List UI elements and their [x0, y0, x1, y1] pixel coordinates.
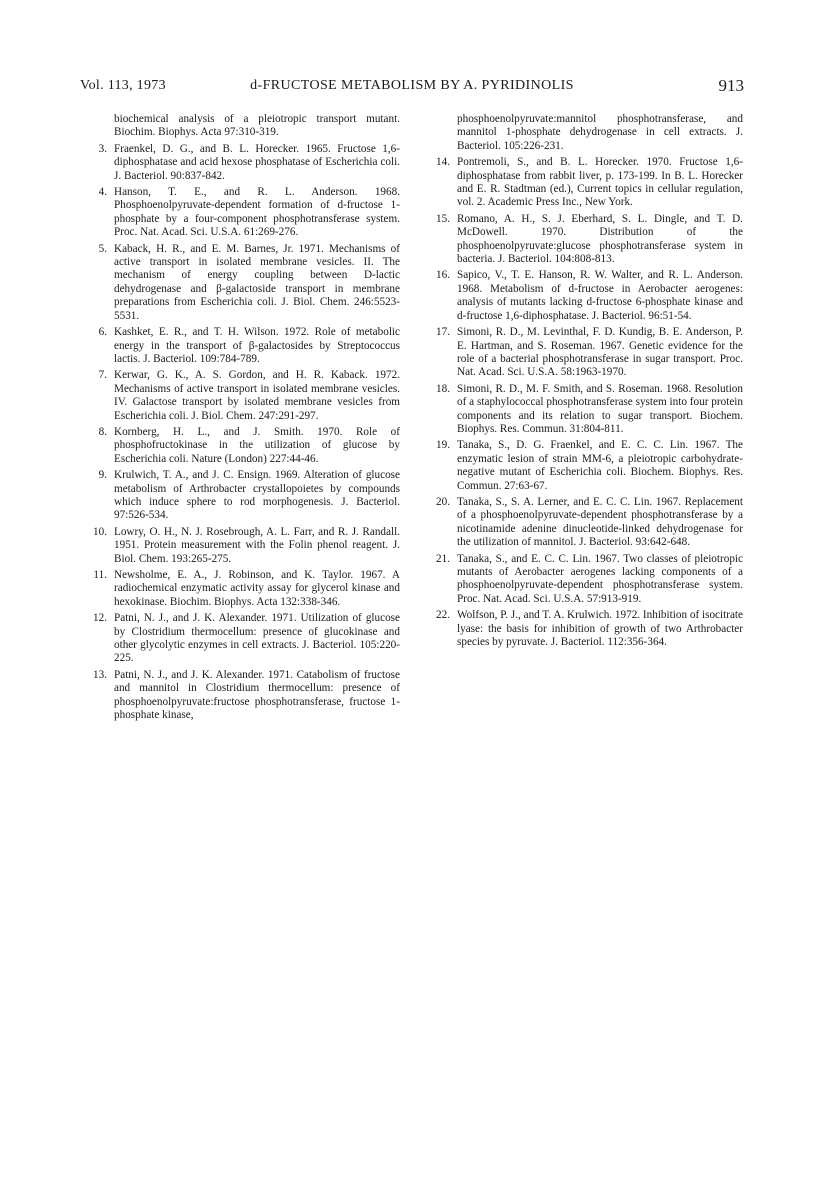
reference-entry — [80, 569, 400, 609]
reference-text: Hanson, T. E., and R. L. Anderson. 1968. Phosphoenolpyruvate-dependent formation of d-fructose 1-phosphate by a four-component phosphotransferase system. Proc. Nat. Acad. Sci. U.S.A. 61:269-276. — [114, 186, 400, 239]
reference-entry — [80, 426, 400, 466]
reference-text: Kashket, E. R., and T. H. Wilson. 1972. Role of metabolic energy in the transport of β-galactosides by Streptococcus lactis. J. Bacteriol. 109:784-789. — [114, 326, 400, 365]
reference-entry — [80, 612, 400, 666]
reference-text: Tanaka, S., and E. C. C. Lin. 1967. Two classes of pleiotropic mutants of Aerobacter aerogenes lacking components of a phosphoenolpyruvate-dependent phosphotransferase system. Proc. Nat. Acad. Sci. U.S.A. 57:913-919. — [457, 552, 743, 605]
reference-number: 15. — [436, 212, 450, 225]
reference-entry — [80, 669, 400, 723]
reference-text: Sapico, V., T. E. Hanson, R. W. Walter, and R. L. Anderson. 1968. Metabolism of d-fructose in Aerobacter aerogenes: analysis of mutants lacking d-fructose 6-phosphate kinase and d-fructose 1,6-diphosphatase. J. Bacteriol. 96:51-54. — [457, 269, 743, 322]
reference-text: Wolfson, P. J., and T. A. Krulwich. 1972. Inhibition of isocitrate lyase: the basis for inhibition of growth of two Arthrobacter species by pyruvate. J. Bacteriol. 112:356-364. — [457, 609, 743, 649]
reference-entry — [423, 383, 743, 437]
reference-entry — [423, 496, 743, 550]
reference-text: Newsholme, E. A., J. Robinson, and K. Taylor. 1967. A radiochemical enzymatic activity assay for glycerol kinase and hexokinase. Biochim. Biophys. Acta 132:338-346. — [114, 569, 400, 608]
reference-entry — [80, 526, 400, 566]
reference-text: Fraenkel, D. G., and B. L. Horecker. 1965. Fructose 1,6-diphosphatase and acid hexose phosphatase of Escherichia coli. J. Bacteriol. 90:837-842. — [114, 142, 400, 182]
reference-number: 3. — [98, 142, 107, 155]
volume-label: Vol. 113, 1973 — [80, 78, 166, 93]
reference-number: 7. — [98, 369, 107, 382]
reference-list-left — [80, 113, 400, 725]
reference-text: Pontremoli, S., and B. L. Horecker. 1970. Fructose 1,6-diphosphatase from rabbit liver, p. 173-199. In B. L. Horecker and E. R. Stadtman (ed.), Current topics in cellular regulation, vol. 2. Academic Press Inc., New York. — [457, 156, 743, 209]
reference-number: 17. — [436, 326, 450, 339]
reference-number: 18. — [436, 382, 450, 395]
reference-number: 19. — [436, 439, 450, 452]
reference-text: Krulwich, T. A., and J. C. Ensign. 1969. Alteration of glucose metabolism of Arthrobacter crystallopoietes by compounds which induce sphere to rod morphogenesis. J. Bacteriol. 97:526-534. — [114, 469, 400, 522]
running-header — [80, 78, 744, 98]
reference-number: 4. — [98, 186, 107, 199]
reference-entry — [423, 326, 743, 380]
reference-text: Tanaka, S., S. A. Lerner, and E. C. C. Lin. 1967. Replacement of a phosphoenolpyruvate-dependent phosphotransferase by a nicotinamide adenine dinucleotide-linked dehydrogenase for the utilization of mannitol. J. Bacteriol. 93:642-648. — [457, 495, 743, 549]
reference-text: Lowry, O. H., N. J. Rosebrough, A. L. Farr, and R. J. Randall. 1951. Protein measurement with the Folin phenol reagent. J. Biol. Chem. 193:265-275. — [114, 525, 400, 565]
reference-entry — [80, 369, 400, 423]
reference-number: 11. — [93, 569, 107, 581]
reference-entry — [423, 553, 743, 607]
reference-number: 6. — [98, 326, 107, 339]
reference-number: 10. — [93, 525, 107, 538]
reference-number: 8. — [98, 425, 107, 438]
reference-entry — [423, 156, 743, 210]
reference-entry — [80, 143, 400, 183]
reference-text: biochemical analysis of a pleiotropic transport mutant. Biochim. Biophys. Acta 97:310-319. — [114, 113, 400, 139]
reference-number: 22. — [436, 609, 450, 622]
reference-number: 5. — [98, 242, 107, 255]
reference-entry — [423, 439, 743, 493]
reference-number: 13. — [93, 668, 107, 681]
reference-text: Simoni, R. D., M. Levinthal, F. D. Kundig, B. E. Anderson, P. E. Hartman, and S. Roseman. 1967. Genetic evidence for the role of a bacterial phosphotransferase in sugar transport. Proc. Nat. Acad. Sci. U.S.A. 58:1963-1970. — [457, 326, 743, 379]
reference-number: 14. — [436, 156, 450, 169]
reference-text: Simoni, R. D., M. F. Smith, and S. Roseman. 1968. Resolution of a staphylococcal phosphotransferase system into four protein components and its relation to sugar transport. Biochem. Biophys. Res. Commun. 31:804-811. — [457, 382, 743, 435]
page-number: 913 — [718, 76, 744, 95]
reference-list-right — [423, 113, 743, 652]
reference-text: Romano, A. H., S. J. Eberhard, S. L. Dingle, and T. D. McDowell. 1970. Distribution of the phosphoenolpyruvate:glucose phosphotransferase system in bacteria. J. Bacteriol. 104:808-813. — [457, 212, 743, 266]
reference-entry — [423, 269, 743, 323]
reference-entry — [80, 469, 400, 523]
reference-entry — [423, 213, 743, 267]
reference-entry — [80, 113, 400, 140]
reference-text: Kornberg, H. L., and J. Smith. 1970. Role of phosphofructokinase in the utilization of glucose by Escherichia coli. Nature (London) 227:44-46. — [114, 425, 400, 465]
reference-text: phosphoenolpyruvate:mannitol phosphotransferase, and mannitol 1-phosphate dehydrogenase in cell extracts. J. Bacteriol. 105:226-231. — [457, 113, 743, 152]
running-title: d-FRUCTOSE METABOLISM BY A. PYRIDINOLIS — [250, 78, 574, 93]
reference-number: 16. — [436, 269, 450, 282]
reference-text: Tanaka, S., D. G. Fraenkel, and E. C. C. Lin. 1967. The enzymatic lesion of strain MM-6, a pleiotropic carbohydrate-negative mutant of Escherichia coli. Biochem. Biophys. Res. Commun. 27:63-67. — [457, 439, 743, 492]
reference-entry — [423, 113, 743, 153]
reference-number: 21. — [436, 552, 450, 565]
reference-entry — [423, 609, 743, 649]
reference-text: Kaback, H. R., and E. M. Barnes, Jr. 1971. Mechanisms of active transport in isolated membrane vesicles. II. The mechanism of energy coupling between D-lactic dehydrogenase and β-galactoside transport in membrane preparations from Escherichia coli. J. Biol. Chem. 246:5523-5531. — [114, 242, 400, 322]
reference-number: 12. — [93, 612, 107, 625]
reference-number: 9. — [98, 469, 107, 482]
reference-entry — [80, 186, 400, 240]
reference-text: Patni, N. J., and J. K. Alexander. 1971. Catabolism of fructose and mannitol in Clostridium thermocellum: presence of phosphoenolpyruvate:fructose phosphotransferase, fructose 1-phosphate kinase, — [114, 668, 400, 722]
reference-number: 20. — [436, 495, 450, 508]
reference-entry — [80, 243, 400, 323]
reference-text: Kerwar, G. K., A. S. Gordon, and H. R. Kaback. 1972. Mechanisms of active transport in isolated membrane vesicles. IV. Galactose transport by isolated membrane vesicles from Escherichia coli. J. Biol. Chem. 247:291-297. — [114, 369, 400, 422]
reference-text: Patni, N. J., and J. K. Alexander. 1971. Utilization of glucose by Clostridium thermocellum: presence of glucokinase and other glycolytic enzymes in cell extracts. J. Bacteriol. 105:220-225. — [114, 612, 400, 665]
reference-entry — [80, 326, 400, 366]
